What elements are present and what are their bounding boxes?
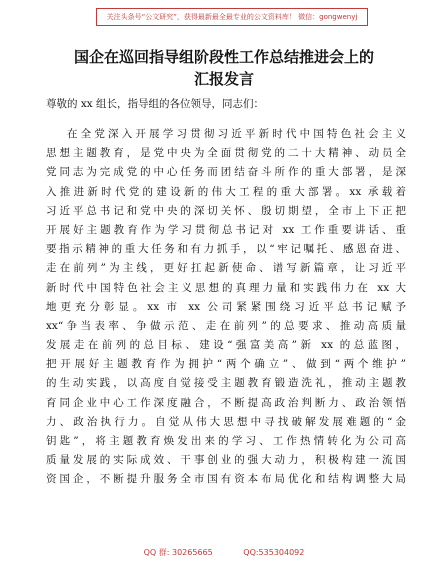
body-line: 力、政治执行力。自觉从伟大思想中寻找破解发展难题的“金 [46,415,406,428]
contact-footer [0,546,448,560]
body-line: 把开展好主题教育作为拥护“两个确立”、做到“两个维护” [46,358,406,371]
body-line: 新时代中国特色社会主义思想的真理力量和实践伟力在 xx 大 [46,281,406,294]
body-line: 开展好主题教育作为学习贯彻总书记对 xx 工作重要讲话、重 [46,223,406,236]
promo-banner: 关注头条号“公文研究”，获得最新最全最专业的公文资料库！ 微信：gongwenyj [96,8,368,26]
body-line: 的生动实践，以高度自觉接受主题教育锻造洗礼，推动主题教 [46,377,406,390]
body-line: 要指示精神的重大任务和有力抓手，以“牢记嘱托、感恩奋进、 [46,243,406,256]
body-text [46,125,406,490]
qq-text: QQ:535304092 [243,548,305,557]
body-line: 育同企业中心工作深度融合，不断提高政治判断力、政治领悟 [46,396,406,409]
qq-group-text: QQ 群: 30265665 [143,548,213,557]
title-line-2: 汇报发言 [193,70,254,88]
body-line: 钥匙”，将主题教育焕发出来的学习、工作热情转化为公司高 [46,435,406,447]
body-line: 入推进新时代党的建设新的伟大工程的重大部署。xx 承载着 [46,185,406,198]
body-line: 发展走在前列的总目标、建设“强富美高”新 xx 的总蓝图， [46,339,406,352]
body-line: 思想主题教育，是党中央为全面贯彻党的二十大精神、动员全 [46,147,406,160]
body-line: 在全党深入开展学习贯彻习近平新时代中国特色社会主义 [67,128,406,140]
document-title [40,46,408,90]
title-line-1: 国企在巡回指导组阶段性工作总结推进会上的 [73,48,374,66]
body-line: 地更充分彰显。xx 市 xx 公司紧紧围绕习近平总书记赋予 [46,300,406,313]
body-line: 资国企，不断提升服务全市国有资本布局优化和结构调整大局 [46,473,406,486]
body-line: 习近平总书记和党中央的深切关怀、殷切期望，全市上下正把 [46,204,406,217]
body-line: 质量发展的实际成效、干事创业的强大动力，积极构建一流国 [46,454,406,467]
body-line: xx“争当表率、争做示范、走在前列”的总要求、推动高质量 [46,319,406,332]
body-line: 走在前列”为主线，更好扛起新使命、谱写新篇章，让习近平 [46,262,406,275]
salutation: 尊敬的 xx 组长，指导组的各位领导，同志们： [46,98,265,110]
body-line: 党同志为完成党的中心任务而团结奋斗所作的重大部署，是深 [46,166,406,179]
